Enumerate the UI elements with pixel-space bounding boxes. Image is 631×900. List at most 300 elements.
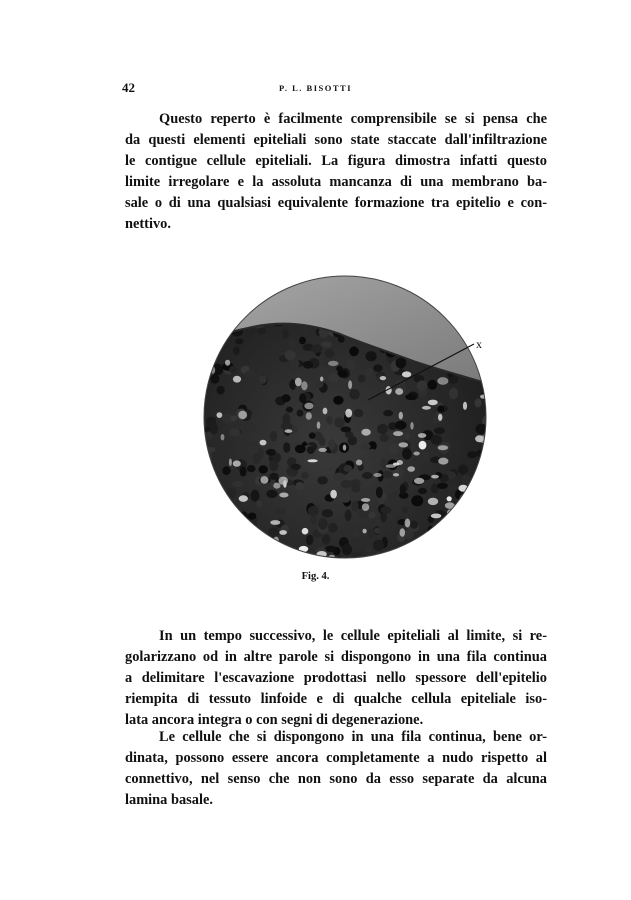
interstitial-spot	[438, 414, 442, 421]
interstitial-spot	[413, 452, 419, 456]
cell-nucleus	[439, 526, 451, 534]
cell-nucleus	[207, 474, 213, 483]
cell-nucleus	[308, 506, 319, 516]
cell-nucleus	[266, 490, 277, 498]
cell-nucleus	[436, 539, 443, 549]
interstitial-spot	[419, 441, 427, 450]
cell-nucleus	[325, 349, 335, 358]
cell-nucleus	[468, 483, 478, 494]
cell-nucleus	[310, 516, 317, 524]
cell-nucleus	[447, 484, 457, 491]
interstitial-spot	[207, 475, 213, 480]
cell-nucleus	[212, 495, 220, 505]
interstitial-spot	[343, 445, 346, 451]
cell-nucleus	[281, 394, 290, 402]
cell-nucleus	[362, 472, 373, 479]
cell-nucleus	[200, 445, 205, 452]
cell-nucleus	[248, 513, 257, 520]
cell-nucleus	[464, 509, 471, 518]
cell-nucleus	[210, 375, 219, 384]
interstitial-spot	[279, 493, 288, 498]
cell-nucleus	[399, 552, 410, 562]
cell-nucleus	[246, 422, 257, 432]
cell-nucleus	[346, 360, 356, 370]
cell-nucleus	[477, 552, 484, 562]
interstitial-spot	[431, 475, 439, 479]
cell-nucleus	[210, 307, 221, 318]
cell-nucleus	[373, 540, 384, 551]
text-line: lata ancora integra o con segni di degenerazione.	[125, 712, 424, 728]
interstitial-spot	[218, 558, 227, 562]
cell-nucleus	[339, 495, 351, 503]
text-line: golarizzano od in altre parole si dispongono in una fila continua	[125, 649, 547, 665]
interstitial-spot	[431, 514, 442, 519]
cell-nucleus	[200, 463, 208, 473]
cell-nucleus	[217, 386, 225, 395]
cell-nucleus	[442, 532, 449, 540]
cell-nucleus	[465, 436, 472, 443]
cell-nucleus	[208, 353, 217, 363]
interstitial-spot	[438, 458, 448, 465]
cell-nucleus	[285, 350, 296, 360]
cell-nucleus	[420, 547, 426, 554]
cell-nucleus	[328, 523, 338, 533]
cell-nucleus	[200, 323, 208, 333]
cell-nucleus	[214, 489, 224, 498]
cell-nucleus	[233, 346, 239, 355]
interstitial-spot	[260, 440, 267, 446]
interstitial-spot	[345, 409, 352, 418]
cell-nucleus	[376, 487, 383, 498]
cell-nucleus	[417, 380, 428, 390]
interstitial-spot	[245, 535, 255, 539]
micrograph-field	[200, 272, 490, 562]
interstitial-spot	[200, 541, 204, 549]
page-number: 42	[122, 80, 135, 95]
cell-nucleus	[240, 466, 247, 476]
cell-nucleus	[251, 490, 260, 502]
interstitial-spot	[239, 495, 248, 502]
interstitial-spot	[399, 442, 409, 447]
text-line: da questi elementi epiteliali sono state staccate dall'infiltrazione	[125, 132, 547, 148]
interstitial-spot	[393, 463, 400, 466]
cell-nucleus	[474, 508, 484, 517]
cell-nucleus	[286, 407, 293, 413]
cell-nucleus	[344, 465, 353, 472]
interstitial-spot	[414, 478, 424, 484]
cell-nucleus	[458, 465, 468, 475]
cell-nucleus	[230, 428, 241, 436]
cell-nucleus	[204, 350, 215, 361]
cell-nucleus	[282, 329, 289, 339]
interstitial-spot	[330, 490, 337, 499]
cell-nucleus	[482, 509, 489, 521]
cell-nucleus	[205, 519, 212, 526]
cell-nucleus	[433, 536, 444, 546]
cell-nucleus	[247, 465, 256, 472]
interstitial-spot	[221, 434, 225, 440]
interstitial-spot	[323, 408, 328, 415]
cell-nucleus	[383, 410, 393, 416]
interstitial-spot	[373, 473, 381, 477]
interstitial-spot	[393, 473, 399, 476]
cell-nucleus	[299, 337, 306, 344]
cell-nucleus	[301, 472, 308, 479]
cell-nucleus	[449, 388, 458, 400]
interstitial-spot	[238, 411, 247, 419]
cell-nucleus	[459, 495, 466, 506]
cell-nucleus	[440, 531, 451, 539]
interstitial-spot	[380, 376, 386, 380]
cell-nucleus	[252, 453, 260, 464]
interstitial-spot	[480, 395, 486, 399]
text-line: lamina basale.	[125, 792, 213, 808]
cell-nucleus	[200, 548, 207, 558]
cell-nucleus	[358, 375, 366, 383]
cell-nucleus	[402, 448, 412, 459]
cell-nucleus	[270, 431, 277, 441]
cell-nucleus	[328, 373, 339, 382]
interstitial-spot	[229, 459, 232, 467]
cell-nucleus	[395, 421, 407, 430]
cell-nucleus	[229, 366, 237, 374]
cell-nucleus	[372, 410, 381, 416]
cell-nucleus	[315, 381, 324, 388]
cell-nucleus	[410, 521, 418, 529]
cell-nucleus	[229, 512, 236, 523]
cell-nucleus	[467, 451, 477, 458]
interstitial-spot	[465, 547, 471, 553]
cell-nucleus	[200, 310, 205, 317]
cell-nucleus	[469, 323, 476, 330]
text-line: le contigue cellule epiteliali. La figura dimostra infatti questo	[125, 153, 547, 169]
cell-nucleus	[432, 414, 438, 425]
cell-nucleus	[383, 471, 393, 479]
interstitial-spot	[317, 422, 321, 429]
interstitial-spot	[437, 377, 448, 385]
cell-nucleus	[230, 416, 236, 422]
cell-nucleus	[462, 527, 473, 538]
cell-nucleus	[361, 443, 371, 450]
interstitial-spot	[278, 477, 288, 485]
cell-nucleus	[279, 554, 286, 562]
interstitial-spot	[233, 376, 241, 383]
cell-nucleus	[451, 521, 459, 529]
cell-nucleus	[325, 546, 336, 552]
cell-nucleus	[266, 449, 276, 456]
cell-nucleus	[284, 554, 296, 563]
cell-nucleus	[200, 353, 207, 362]
cell-nucleus	[365, 368, 373, 378]
cell-nucleus	[467, 526, 479, 534]
cell-nucleus	[226, 488, 236, 498]
interstitial-spot	[463, 402, 467, 410]
interstitial-spot	[447, 496, 452, 501]
cell-nucleus	[311, 345, 323, 353]
paragraph-1	[125, 109, 547, 235]
cell-nucleus	[456, 543, 465, 554]
interstitial-spot	[307, 459, 317, 462]
cell-nucleus	[322, 509, 333, 517]
cell-nucleus	[225, 317, 231, 327]
cell-nucleus	[275, 508, 287, 515]
text-line: nettivo.	[125, 216, 171, 232]
cell-nucleus	[317, 476, 328, 484]
interstitial-spot	[405, 519, 411, 528]
interstitial-spot	[469, 538, 479, 545]
cell-nucleus	[434, 427, 445, 434]
cell-nucleus	[369, 512, 376, 519]
cell-nucleus	[210, 423, 219, 435]
cell-nucleus	[444, 519, 454, 526]
cell-nucleus	[283, 442, 290, 452]
interstitial-spot	[362, 503, 369, 511]
cell-nucleus	[291, 464, 301, 470]
interstitial-spot	[320, 377, 323, 382]
cell-nucleus	[295, 482, 304, 491]
interstitial-spot	[208, 471, 216, 478]
cell-nucleus	[200, 460, 209, 467]
cell-nucleus	[388, 492, 399, 500]
cell-nucleus	[288, 339, 296, 348]
cell-nucleus	[259, 376, 267, 384]
paragraph-3	[125, 727, 547, 811]
interstitial-spot	[480, 516, 483, 519]
cell-nucleus	[430, 554, 440, 562]
cell-nucleus	[309, 432, 316, 438]
cell-nucleus	[459, 522, 469, 530]
cell-nucleus	[366, 351, 377, 361]
cell-nucleus	[411, 540, 418, 552]
cell-nucleus	[381, 458, 387, 470]
cell-nucleus	[342, 544, 352, 556]
interstitial-spot	[410, 422, 413, 430]
interstitial-spot	[225, 360, 230, 366]
cell-nucleus	[365, 547, 373, 553]
text-line: In un tempo successivo, le cellule epiteliali al limite, si re-	[159, 628, 547, 644]
cell-nucleus	[457, 544, 466, 554]
cell-nucleus	[224, 336, 230, 345]
cell-nucleus	[295, 445, 306, 454]
running-head: P. L. BISOTTI	[278, 83, 353, 93]
cell-nucleus	[281, 422, 293, 430]
cell-nucleus	[418, 488, 427, 494]
cell-nucleus	[404, 433, 410, 440]
cell-nucleus	[354, 409, 364, 417]
cell-nucleus	[267, 555, 279, 562]
cell-nucleus	[306, 535, 314, 545]
cell-nucleus	[307, 446, 315, 454]
interstitial-spot	[306, 412, 312, 420]
interstitial-spot	[418, 433, 426, 438]
cell-nucleus	[232, 481, 243, 487]
cell-nucleus	[348, 438, 356, 444]
cell-nucleus	[377, 424, 388, 434]
interstitial-spot	[273, 483, 280, 489]
cell-nucleus	[486, 556, 490, 562]
cell-nucleus	[321, 341, 332, 347]
interstitial-spot	[400, 528, 406, 537]
cell-nucleus	[328, 439, 335, 450]
micrograph-figure	[200, 272, 490, 562]
interstitial-spot	[200, 546, 210, 551]
interstitial-spot	[363, 529, 367, 534]
cell-nucleus	[326, 415, 332, 424]
cell-nucleus	[351, 485, 360, 493]
cell-nucleus	[437, 405, 444, 412]
text-line: riempita di tessuto linfoide e di qualche cellula epiteliale iso-	[125, 691, 547, 707]
interstitial-spot	[319, 448, 327, 452]
cell-nucleus	[225, 440, 235, 447]
cell-nucleus	[200, 539, 204, 546]
cell-nucleus	[250, 441, 257, 447]
interstitial-spot	[279, 530, 287, 535]
interstitial-spot	[484, 472, 490, 476]
cell-nucleus	[473, 527, 484, 538]
cell-nucleus	[353, 530, 360, 537]
cell-nucleus	[403, 546, 412, 556]
interstitial-spot	[428, 498, 438, 505]
cell-nucleus	[351, 501, 358, 512]
cell-nucleus	[270, 473, 279, 480]
text-line: Le cellule che si dispongono in una fila continua, bene or-	[159, 729, 547, 745]
cell-nucleus	[200, 555, 207, 562]
cell-nucleus	[443, 532, 453, 541]
cell-nucleus	[473, 517, 483, 527]
interstitial-spot	[200, 418, 204, 422]
interstitial-spot	[301, 381, 307, 390]
cell-nucleus	[409, 547, 420, 554]
cell-nucleus	[368, 528, 374, 538]
cell-nucleus	[303, 361, 313, 369]
cell-nucleus	[222, 466, 230, 475]
cell-nucleus	[334, 473, 345, 481]
interstitial-spot	[361, 498, 370, 502]
interstitial-spot	[260, 476, 268, 484]
cell-nucleus	[411, 495, 423, 506]
cell-nucleus	[431, 435, 442, 445]
text-line: sale o di una qualsiasi equivalente formazione tra epitelio e con-	[125, 195, 547, 211]
cell-nucleus	[205, 329, 212, 335]
cell-nucleus	[207, 417, 217, 423]
cell-nucleus	[202, 363, 211, 375]
cell-nucleus	[463, 502, 474, 511]
cell-nucleus	[380, 434, 389, 443]
cell-nucleus	[257, 327, 266, 334]
interstitial-spot	[428, 400, 438, 406]
interstitial-spot	[217, 412, 223, 418]
cell-nucleus	[249, 363, 256, 371]
cell-nucleus	[221, 323, 230, 330]
interstitial-spot	[328, 361, 338, 366]
cell-nucleus	[381, 506, 392, 513]
interstitial-spot	[285, 429, 293, 433]
cell-nucleus	[319, 437, 326, 446]
cell-nucleus	[244, 371, 254, 378]
cell-nucleus	[474, 398, 481, 407]
interstitial-spot	[399, 412, 403, 420]
cell-nucleus	[211, 479, 219, 490]
cell-nucleus	[349, 346, 359, 356]
interstitial-spot	[428, 555, 432, 560]
cell-nucleus	[453, 433, 464, 440]
cell-nucleus	[223, 529, 231, 540]
cell-nucleus	[374, 528, 381, 534]
cell-nucleus	[396, 358, 407, 369]
cell-nucleus	[474, 485, 484, 496]
cell-nucleus	[208, 343, 214, 350]
cell-nucleus	[318, 518, 327, 530]
cell-nucleus	[437, 483, 448, 489]
cell-nucleus	[408, 554, 415, 562]
text-line: dinata, possono essere ancora completamente a nudo rispetto al	[125, 750, 547, 766]
cell-nucleus	[333, 396, 343, 405]
interstitial-spot	[393, 431, 403, 436]
cell-nucleus	[405, 394, 416, 400]
cell-nucleus	[235, 338, 243, 344]
cell-nucleus	[256, 500, 262, 507]
cell-nucleus	[290, 379, 296, 390]
interstitial-spot	[361, 429, 370, 436]
text-line: connettivo, nel senso che non sono da esso separate da alcuna	[125, 771, 547, 787]
interstitial-spot	[348, 380, 352, 389]
cell-nucleus	[351, 551, 362, 560]
cell-nucleus	[297, 410, 304, 417]
figure-caption: Fig. 4.	[301, 571, 330, 582]
cell-nucleus	[322, 534, 331, 544]
cell-nucleus	[434, 534, 440, 545]
cell-nucleus	[368, 449, 377, 460]
interstitial-spot	[395, 388, 403, 395]
interstitial-spot	[295, 378, 302, 387]
cell-nucleus	[390, 554, 397, 560]
interstitial-spot	[304, 403, 313, 410]
cell-nucleus	[204, 447, 216, 453]
cell-nucleus	[422, 452, 429, 460]
cell-nucleus	[400, 484, 406, 495]
interstitial-spot	[356, 460, 362, 466]
cell-nucleus	[239, 557, 249, 562]
cell-nucleus	[345, 510, 352, 521]
cell-nucleus	[475, 528, 486, 540]
cell-nucleus	[444, 555, 456, 562]
text-line: Questo reperto è facilmente comprensibile se si pensa che	[159, 111, 547, 127]
cell-nucleus	[200, 458, 205, 470]
cell-nucleus	[227, 512, 237, 521]
cell-nucleus	[462, 314, 473, 323]
text-line: a delimitare l'escavazione prodottasi nello spessore dell'epitelio	[125, 670, 547, 686]
interstitial-spot	[402, 371, 411, 377]
cell-nucleus	[472, 548, 478, 554]
cell-nucleus	[208, 515, 220, 525]
cell-nucleus	[428, 380, 438, 390]
interstitial-spot	[244, 527, 254, 536]
paragraph-2	[125, 626, 547, 731]
interstitial-spot	[200, 370, 206, 379]
cell-nucleus	[473, 533, 484, 542]
cell-nucleus	[300, 326, 308, 337]
cell-nucleus	[398, 553, 409, 560]
interstitial-spot	[302, 528, 309, 535]
cell-nucleus	[341, 426, 352, 432]
pointer-label: x	[476, 337, 482, 351]
cell-nucleus	[240, 533, 251, 541]
cell-nucleus	[349, 389, 360, 400]
cell-nucleus	[373, 364, 382, 372]
cell-nucleus	[464, 308, 471, 316]
cell-nucleus	[430, 536, 438, 543]
interstitial-spot	[270, 520, 280, 525]
